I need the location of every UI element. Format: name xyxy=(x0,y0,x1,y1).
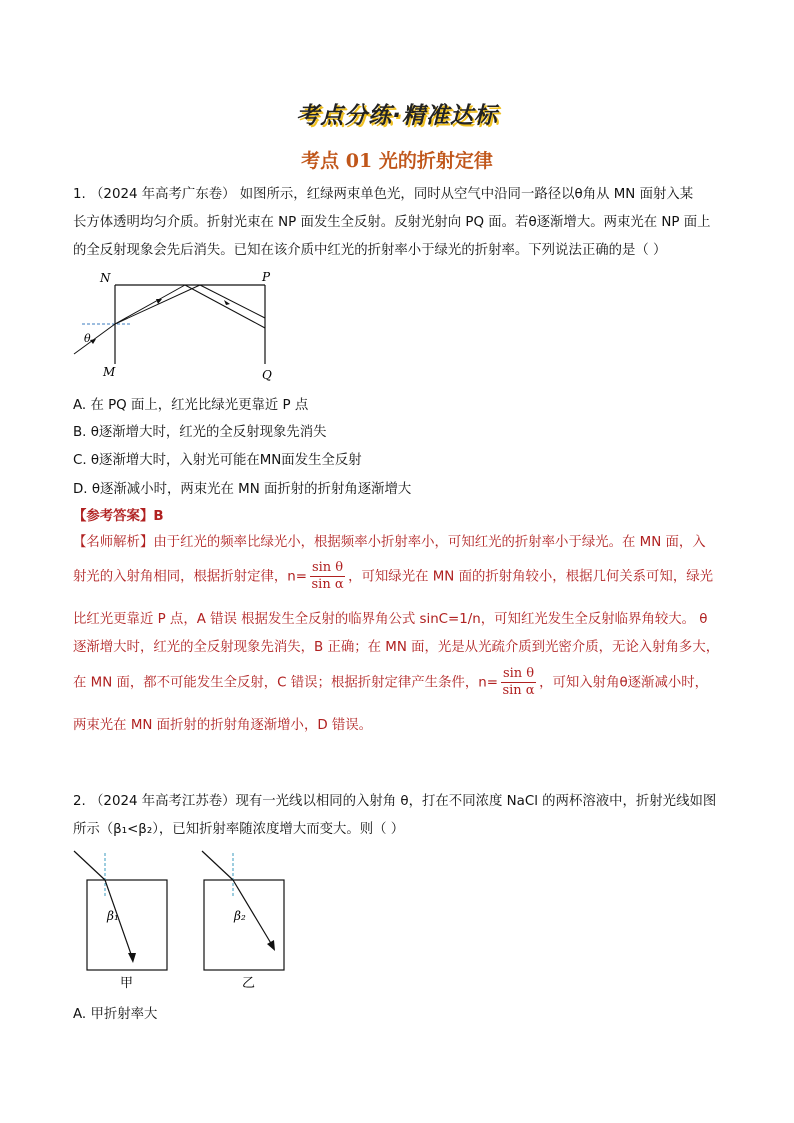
q1-analysis-line-4: 逐渐增大时，红光的全反射现象先消失，B 正确；在 MN 面，光是从光疏介质到光密介质，无论入射角多大， xyxy=(73,640,720,655)
beaker-yi xyxy=(204,880,284,970)
section-title: 考点 01 光的折射定律 xyxy=(301,150,493,172)
caption-yi: 乙 xyxy=(242,976,256,991)
incident-ray-jia xyxy=(74,851,105,880)
q1-analysis-line-2a: 射光的入射角相同，根据折射定律，n= xyxy=(73,569,307,585)
q1-analysis-line-2b: ，可知绿光在 MN 面的折射角较小，根据几何关系可知，绿光 xyxy=(348,569,713,585)
incident-ray-yi xyxy=(202,851,233,880)
arrow-yi-icon xyxy=(267,940,275,951)
q1-answer: 【参考答案】B xyxy=(73,509,164,524)
snell-fraction-1: $\frac{\text{sin θ}}{\text{sin α}}$ xyxy=(311,560,344,592)
reflected-ray-2 xyxy=(200,285,265,318)
q2-line-1: 2. （2024 年高考江苏卷）现有一光线以相同的入射角 θ，打在不同浓度 NaCl 的两杯溶液中，折射光线如图 xyxy=(73,794,717,809)
q1-prism-diagram xyxy=(70,268,280,388)
page-banner: 考点分练·精准达标 xyxy=(296,103,498,129)
q1-option-c[interactable]: C. θ逐渐增大时，入射光可能在MN面发生全反射 xyxy=(73,453,362,468)
label-q: Q xyxy=(262,368,272,382)
caption-jia: 甲 xyxy=(120,976,134,991)
arrow-jia-icon xyxy=(128,953,136,963)
q2-line-2: 所示（β₁<β₂），已知折射率随浓度增大而变大。则（ ） xyxy=(73,822,405,837)
q1-analysis-line-2 xyxy=(73,560,713,593)
reflected-ray-1 xyxy=(185,285,265,328)
q1-analysis-line-3: 比红光更靠近 P 点，A 错误 根据发生全反射的临界角公式 sinC=1/n，可知红光发生全反射临界角较大。 θ xyxy=(73,612,708,627)
q2-beaker-diagram xyxy=(70,845,300,993)
beaker-jia xyxy=(87,880,167,970)
q1-line-3: 的全反射现象会先后消失。已知在该介质中红光的折射率小于绿光的折射率。下列说法正确的是（ ） xyxy=(73,243,667,258)
beta2-label: β₂ xyxy=(234,909,246,923)
q1-analysis-line-5b: ，可知入射角θ逐渐减小时， xyxy=(539,675,709,691)
q1-option-a[interactable]: A. 在 PQ 面上，红光比绿光更靠近 P 点 xyxy=(73,398,309,413)
reflected-arrow-icon xyxy=(224,300,230,305)
snell-fraction-2: $\frac{\text{sin θ}}{\text{sin α}}$ xyxy=(502,666,535,698)
incident-ray xyxy=(74,324,115,354)
label-p: P xyxy=(262,270,271,284)
label-m: M xyxy=(103,365,116,379)
q1-analysis-line-1: 【名师解析】由于红光的频率比绿光小，根据频率小折射率小，可知红光的折射率小于绿光。在 MN 面，入 xyxy=(73,535,706,550)
beta1-label: β₁ xyxy=(107,909,119,923)
label-theta: θ xyxy=(84,332,91,345)
q2-option-a[interactable]: A. 甲折射率大 xyxy=(73,1007,158,1022)
q1-analysis-line-6: 两束光在 MN 面折射的折射角逐渐增小，D 错误。 xyxy=(73,718,373,733)
refracted-ray-1 xyxy=(115,285,185,324)
q1-option-d[interactable]: D. θ逐渐减小时，两束光在 MN 面折射的折射角逐渐增大 xyxy=(73,482,412,497)
label-n: N xyxy=(100,271,111,285)
q1-analysis-line-5a: 在 MN 面，都不可能发生全反射，C 错误；根据折射定律产生条件，n= xyxy=(73,675,498,691)
q1-line-1: 1. （2024 年高考广东卷） 如图所示，红绿两束单色光，同时从空气中沿同一路径以θ角从 MN 面射入某 xyxy=(73,187,694,202)
q1-analysis-line-5 xyxy=(73,666,708,699)
refracted-ray-2 xyxy=(115,285,200,324)
q1-option-b[interactable]: B. θ逐渐增大时，红光的全反射现象先消失 xyxy=(73,425,327,440)
q1-line-2: 长方体透明均匀介质。折射光束在 NP 面发生全反射。反射光射向 PQ 面。若θ逐渐增大。两束光在 NP 面上 xyxy=(73,215,711,230)
